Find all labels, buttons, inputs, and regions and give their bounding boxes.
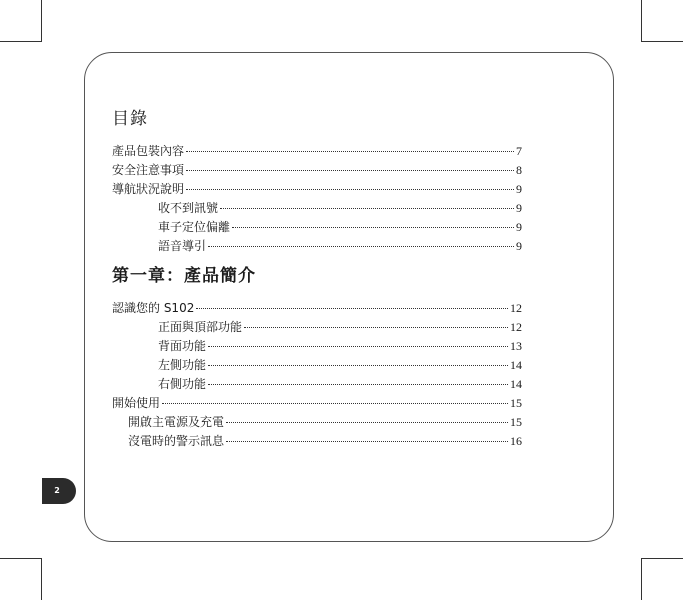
toc-entry-label: 導航狀況說明 — [112, 182, 185, 196]
toc-entry[interactable] — [112, 180, 522, 199]
toc-entry-page: 13 — [510, 339, 522, 353]
dot-leader — [186, 188, 514, 190]
crop-mark-bottom-right-horizontal — [641, 558, 683, 559]
dot-leader — [244, 326, 508, 328]
toc-entry[interactable] — [112, 299, 522, 318]
dot-leader — [208, 245, 514, 247]
crop-mark-bottom-left-vertical — [41, 558, 42, 600]
dot-leader — [226, 440, 508, 442]
toc-entry-page: 9 — [516, 220, 522, 234]
crop-mark-bottom-left-horizontal — [0, 558, 42, 559]
toc-entry-label: 語音導引 — [158, 239, 207, 253]
toc-entry-page: 15 — [510, 415, 522, 429]
toc-entry-label: 沒電時的警示訊息 — [128, 434, 225, 448]
crop-mark-top-right-horizontal — [641, 41, 683, 42]
crop-mark-top-left-horizontal — [0, 41, 42, 42]
toc-front-section — [112, 142, 522, 256]
toc-entry-page: 14 — [510, 358, 522, 372]
toc-entry-label: 安全注意事項 — [112, 163, 185, 177]
crop-mark-top-right-vertical — [641, 0, 642, 42]
dot-leader — [208, 345, 508, 347]
toc-entry[interactable] — [112, 142, 522, 161]
toc-entry-label: 正面與頂部功能 — [158, 320, 243, 334]
page-number-tab — [42, 478, 76, 504]
toc-entry[interactable] — [112, 337, 522, 356]
toc-entry[interactable] — [112, 218, 522, 237]
dot-leader — [186, 169, 514, 171]
toc-entry-page: 8 — [516, 163, 522, 177]
toc-entry-label: 開啟主電源及充電 — [128, 415, 225, 429]
toc-entry-label: 車子定位偏離 — [158, 220, 231, 234]
toc-entry-page: 7 — [516, 144, 522, 158]
toc-entry-page: 14 — [510, 377, 522, 391]
dot-leader — [208, 364, 508, 366]
toc-entry-page: 12 — [510, 320, 522, 334]
toc-entry[interactable] — [112, 375, 522, 394]
crop-mark-top-left-vertical — [41, 0, 42, 42]
dot-leader — [220, 207, 514, 209]
dot-leader — [186, 150, 514, 152]
toc-entry[interactable] — [112, 318, 522, 337]
toc-entry[interactable] — [112, 356, 522, 375]
chapter-heading: 第一章：產品簡介 — [112, 266, 256, 286]
table-of-contents — [112, 108, 522, 451]
toc-entry-page: 16 — [510, 434, 522, 448]
toc-chapter-section — [112, 299, 522, 451]
toc-entry-page: 15 — [510, 396, 522, 410]
toc-entry-page: 9 — [516, 239, 522, 253]
dot-leader — [196, 307, 508, 309]
dot-leader — [162, 402, 508, 404]
dot-leader — [226, 421, 508, 423]
toc-entry-label: 左側功能 — [158, 358, 207, 372]
toc-entry-page: 12 — [510, 301, 522, 315]
toc-entry-label: 產品包裝內容 — [112, 144, 185, 158]
toc-entry[interactable] — [112, 237, 522, 256]
toc-entry[interactable] — [112, 394, 522, 413]
toc-entry-label: 背面功能 — [158, 339, 207, 353]
toc-entry-page: 9 — [516, 182, 522, 196]
dot-leader — [232, 226, 514, 228]
toc-entry[interactable] — [112, 161, 522, 180]
toc-entry-label: 開始使用 — [112, 396, 161, 410]
toc-entry[interactable] — [112, 199, 522, 218]
toc-entry-label: 收不到訊號 — [158, 201, 219, 215]
page-number: 2 — [54, 486, 60, 495]
toc-heading: 目錄 — [112, 109, 148, 129]
toc-entry-label: 右側功能 — [158, 377, 207, 391]
crop-mark-bottom-right-vertical — [641, 558, 642, 600]
toc-entry-page: 9 — [516, 201, 522, 215]
dot-leader — [208, 383, 508, 385]
toc-entry[interactable] — [112, 432, 522, 451]
toc-entry[interactable] — [112, 413, 522, 432]
toc-entry-label: 認識您的 S102 — [112, 301, 195, 315]
